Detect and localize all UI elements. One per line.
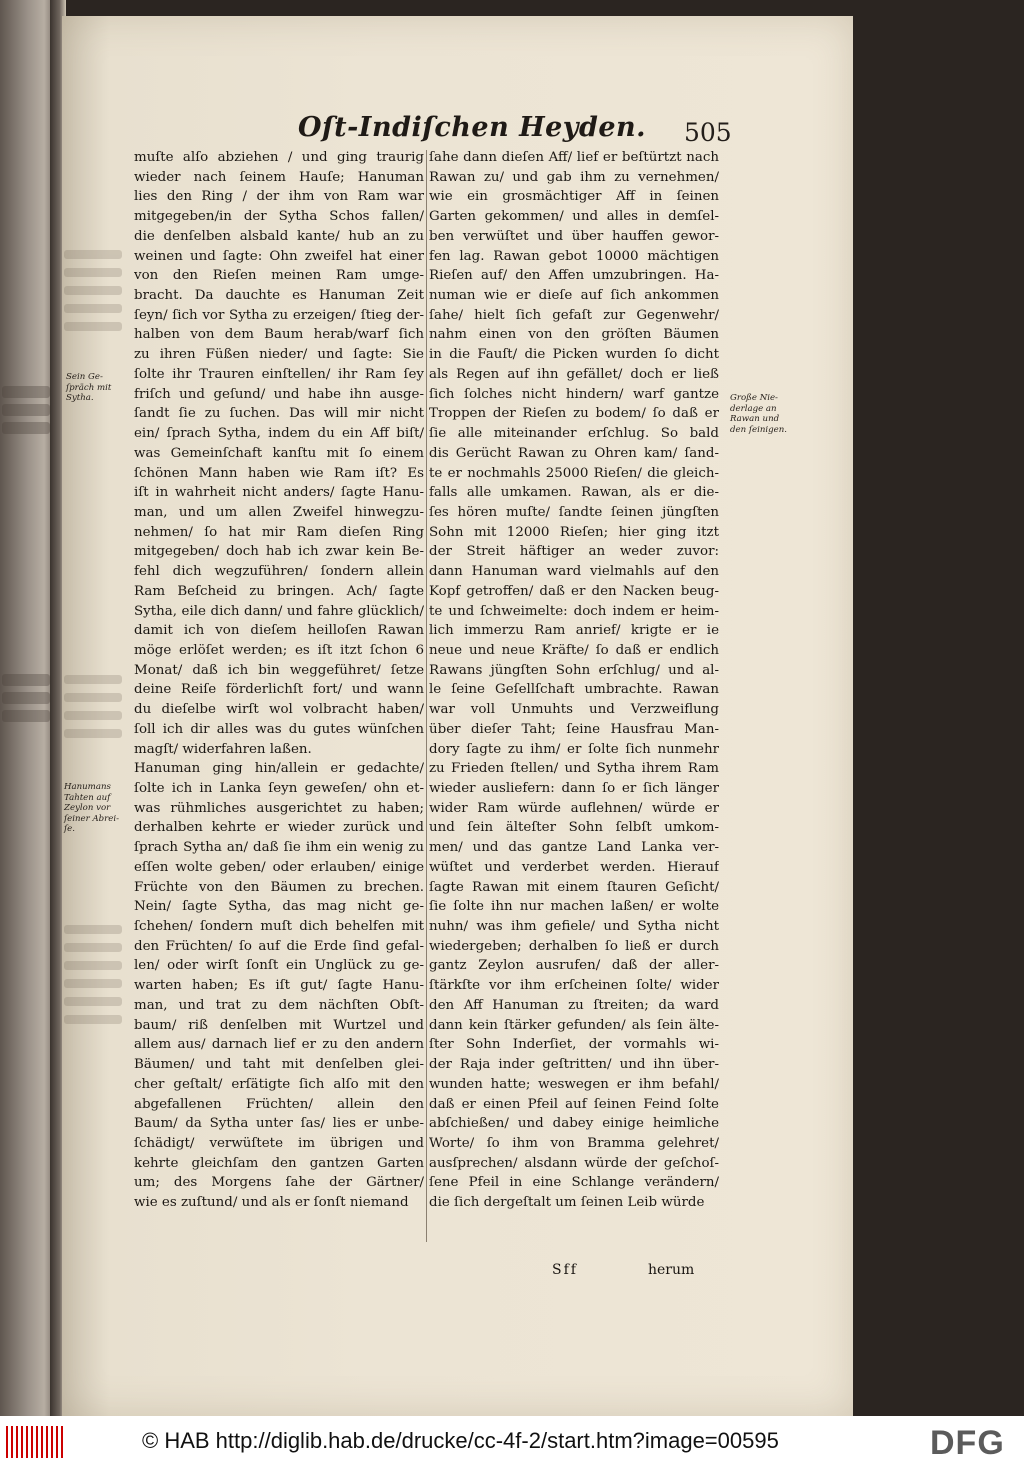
signature-mark: Sff [552, 1262, 578, 1278]
margin-note-line: ſeiner Abrei- [64, 813, 120, 824]
text-line: was rühmliches ausgerichtet zu haben; [134, 800, 424, 816]
text-line: Nein/ ſagte Sytha, das mag nicht ge- [134, 899, 424, 915]
text-line: abgefallenen Früchten/ allein den [134, 1096, 424, 1112]
text-line: ſie ſolte ihn nur machen laßen/ er wolte [429, 899, 719, 915]
column-divider [426, 150, 427, 1242]
text-line: wunden hatte; weswegen er ihm befahl/ [429, 1076, 719, 1092]
text-line: ein/ ſprach Sytha, indem du ein Aff biſt/ [134, 426, 424, 442]
text-line: Kopf getroffen/ daß er den Nacken beug- [429, 583, 719, 599]
text-line: numan wie er dieſe auf ſich ankommen [429, 288, 719, 304]
text-line: der Raja inder geſtritten/ und ihn über- [429, 1057, 719, 1073]
text-line: gantz Zeylon ausrufen/ daß der aller- [429, 958, 719, 974]
text-line: cher geſtalt/ erſätigte ſich alſo mit den [134, 1076, 424, 1092]
margin-note-line: Sein Ge- [66, 372, 103, 382]
text-line: Troppen der Rieſen zu bodem/ ſo daß er [429, 406, 719, 422]
text-line: damit ich von dieſem heilloſen Rawan [134, 623, 424, 639]
margin-note-line: ſpräch mit [66, 382, 112, 393]
text-line: abſchießen/ und dabey einige heimliche [429, 1116, 719, 1132]
show-through-text [64, 916, 122, 1033]
text-line: eſſen wolte geben/ oder erlauben/ einige [134, 859, 424, 875]
text-line: ſolte ihr Trauren einſtellen/ ihr Ram ſey [134, 366, 424, 382]
text-line: die denſelben alsbald kante/ hub an zu [134, 228, 424, 244]
copyright-link[interactable]: © HAB http://diglib.hab.de/drucke/cc-4f-2/start.htm?image=00595 [142, 1428, 779, 1453]
text-line: ſchehen/ ſondern muſt dich behelfen mit [134, 919, 424, 935]
text-line: möge erlöſet werden; es iſt itzt ſchon 6 [134, 642, 424, 658]
catchword: herum [648, 1262, 695, 1278]
text-line: Hanuman ging hin/allein er gedachte/ [134, 761, 424, 777]
text-line: Früchte von den Bäumen zu brechen. [134, 879, 424, 895]
text-line: wüſtet und verderbet werden. Hierauf [429, 859, 719, 875]
text-line: zu Frieden ſtellen/ und Sytha ihrem Ram [429, 761, 719, 777]
text-line: Rieſen auf/ den Affen umzubringen. Ha- [429, 268, 719, 284]
margin-note-line: Große Nie- [730, 393, 778, 403]
text-line: wieder nach ſeinem Hauſe; Hanuman [134, 169, 424, 185]
text-line: warten haben; Es iſt gut/ ſagte Hanu- [134, 978, 424, 994]
footer-bar [0, 1416, 1024, 1467]
page-number: 505 [684, 118, 732, 147]
text-line: falls alle umkamen. Rawan, als er die- [429, 485, 719, 501]
text-line: ben verwüſtet und über hauffen gewor- [429, 228, 719, 244]
text-line: nehmen/ ſo hat mir Ram dieſen Ring [134, 524, 424, 540]
text-line: deine Reiſe förderlichſt fort/ und wann [134, 682, 424, 698]
margin-note-deeds [64, 782, 119, 835]
text-line: te er nochmahls 25000 Rieſen/ die gleich- [429, 465, 719, 481]
show-through-text [64, 241, 122, 340]
text-line: dory ſagte zu ihm/ er ſolte ſich nunmehr [429, 741, 719, 757]
margin-note-line: Hanumans [64, 782, 111, 792]
margin-note-line: Sytha. [66, 393, 94, 403]
text-line: friſch und geſund/ und habe ihn ausge- [134, 386, 424, 402]
text-line: man, und um allen Zweifel hinwegzu- [134, 504, 424, 520]
margin-note-line: derlage an [730, 403, 777, 414]
text-line: men/ und das gantze Land Lanka ver- [429, 840, 719, 856]
text-line: lies den Ring / der ihm von Ram war [134, 189, 424, 205]
text-line: ſolte ich in Lanka ſeyn geweſen/ ohn et- [134, 781, 424, 796]
text-line: den Aff Hanuman zu ſtreiten; da ward [429, 997, 719, 1013]
text-line: magſt/ widerfahren laßen. [134, 741, 312, 757]
text-line: fen lag. Rawan gebot 10000 mächtigen [429, 248, 719, 264]
text-line: um; des Morgens ſahe der Gärtner/ [134, 1175, 424, 1191]
margin-note-line: Rawan und [730, 414, 780, 424]
text-line: wieder ausliefern: dann ſo er ſich länger [429, 781, 719, 796]
barcode-icon [6, 1426, 63, 1458]
text-line: ſoll ich dir alles was du gutes wünſchen [134, 721, 424, 737]
margin-note-line: Tahten auf [64, 792, 111, 803]
text-line: allem aus/ darnach lief er zu den andern [134, 1037, 424, 1053]
text-line: wie es zuſtund/ und als er ſonſt niemand [134, 1195, 409, 1211]
text-line: neue und neue Kräfte/ ſo daß er endlich [429, 642, 719, 658]
text-line: iſt in wahrheit nicht anders/ ſagte Hanu- [134, 485, 424, 501]
text-line: Rawans jüngſten Sohn erſchlug/ und al- [429, 662, 719, 678]
text-line: ſich ſolches nicht hindern/ warf gantze [429, 386, 719, 402]
text-line: der Streit häftiger an weder zuvor: [429, 544, 719, 560]
text-line: zu ihren Füßen nieder/ und ſagte: Sie [134, 347, 424, 363]
margin-note-conversation [66, 372, 111, 404]
text-line: dann Hanuman ward vielmahls auf den [429, 564, 719, 580]
previous-page-edge [0, 0, 52, 1416]
text-line: ſahe/ hielt ſich gefaſt zur Gegenwehr/ [429, 307, 719, 323]
text-line: in die Fauſt/ die Picken wurden ſo dicht [429, 347, 719, 363]
text-line: ſprach Sytha an/ daß ſie ihm ein wenig zu [134, 840, 424, 856]
text-line: wider Ram würde auflehnen/ würde er [429, 800, 719, 816]
dfg-logo: DFG [930, 1424, 1005, 1462]
text-line: die ſich dergeſtalt um ſeinen Leib würde [429, 1195, 705, 1211]
text-line: über dieſer Taht; ſeine Hausfrau Man- [429, 721, 719, 737]
text-line: war voll Unmuhts und Verzweiflung [429, 702, 719, 718]
text-line: was Gemeinſchaft kanſtu mit ſo einem [134, 445, 424, 461]
text-line: und ſein älteſter Sohn ſelbſt umkom- [429, 820, 719, 836]
text-line: le ſeine Geſellſchaft umbrachte. Rawan [429, 682, 719, 698]
text-line: ſene Pfeil in eine Schlange verändern/ [429, 1175, 719, 1191]
text-line: ſchädigt/ verwüſtete im übrigen und [134, 1135, 424, 1151]
text-line: wiedergeben; derhalben ſo ließ er durch [429, 938, 719, 954]
text-line: mitgegeben/in der Sytha Schos fallen/ [134, 209, 424, 225]
text-line: derhalben kehrte er wieder zurück und [134, 820, 424, 836]
text-line: Rawan zu/ und gab ihm zu vernehmen/ [429, 169, 719, 185]
text-line: du dieſelbe wirſt wol volbracht haben/ [134, 702, 424, 718]
text-line: man, und trat zu dem nächſten Obſt- [134, 997, 424, 1013]
text-line: fehl dich wegzuführen/ ſondern allein [134, 564, 424, 580]
text-line: dann kein ſtärker gefunden/ als ſein älte- [429, 1017, 719, 1033]
margin-note-line: Zeylon vor [64, 803, 111, 813]
text-line: ſter Sohn Inderſiet, der vormahls wi- [429, 1037, 719, 1053]
text-line: ſchönen Mann haben wie Ram iſt? Es [134, 465, 424, 481]
text-line: ſandt ſie zu ſuchen. Das will mir nicht [134, 406, 424, 422]
left-text-column [134, 148, 424, 1213]
text-line: te und ſchweimelte: doch indem er heim- [429, 603, 719, 619]
text-line: bracht. Da dauchte es Hanuman Zeit [134, 288, 424, 304]
text-line: von den Rieſen meinen Ram umge- [134, 268, 424, 284]
text-line: weinen und ſagte: Ohn zweifel hat einer [134, 248, 424, 264]
text-line: len/ oder wirſt ſonſt ein Unglück zu ge- [134, 958, 424, 974]
margin-note-line: den ſeinigen. [730, 424, 788, 435]
previous-page-bleed [2, 380, 50, 800]
show-through-text [64, 666, 122, 747]
text-line: nahm einen von den gröſten Bäumen [429, 327, 719, 343]
text-line: Sohn mit 12000 Rieſen; hier ging itzt [429, 524, 719, 540]
running-title: Oſt-Indiſchen Heyden. [298, 112, 647, 143]
text-line: ſagte Rawan mit einem ſtauren Geſicht/ [429, 879, 719, 895]
margin-note-line: ſe. [64, 824, 75, 834]
text-line: Ram Beſcheid zu bringen. Ach/ ſagte [134, 583, 424, 599]
text-line: Worte/ ſo ihm von Bramma gelehret/ [429, 1135, 719, 1151]
text-line: Baum/ da Sytha unter ſas/ lies er unbe- [134, 1116, 424, 1132]
text-line: baum/ riß denſelben mit Wurtzel und [134, 1017, 424, 1033]
margin-note-defeat [730, 393, 787, 435]
text-line: ſahe dann dieſen Aff/ lief er beſtürtzt nach [429, 150, 719, 165]
text-line: kehrte gleichſam den gantzen Garten [134, 1155, 424, 1171]
text-line: ausſprechen/ alsdann würde der geſchoſ- [429, 1155, 719, 1171]
text-line: Monat/ daß ich bin weggeführet/ ſetze [134, 662, 424, 678]
text-line: nuhn/ was ihm gefiele/ und Sytha nicht [429, 919, 719, 935]
text-line: ſtärkſte vor ihm erſcheinen ſolte/ wider [429, 978, 719, 994]
text-line: Garten gekommen/ und alles in demſel- [429, 209, 719, 225]
text-line: ſes hören muſte/ ſandte ſeinen jüngſten [429, 504, 719, 520]
text-line: den Früchten/ ſo auf die Erde ſind gefal- [134, 938, 424, 954]
text-line: Sytha, eile dich dann/ und fahre glücklich/ [134, 603, 424, 619]
text-line: mitgegeben/ doch hab ich zwar kein Be- [134, 544, 424, 560]
text-line: ſie alle miteinander erſchlug. So bald [429, 426, 719, 442]
text-line: lich immerzu Ram anrief/ krigte er ie [429, 623, 719, 639]
text-line: muſte alſo abziehen / und ging traurig [134, 150, 424, 165]
text-line: Bäumen/ und taht mit denſelben glei- [134, 1057, 424, 1073]
text-line: halben von dem Baum herab/warf ſich [134, 327, 424, 343]
text-line: ſeyn/ ſich vor Sytha zu erzeigen/ ſtieg der- [134, 307, 424, 323]
text-line: als Regen auf ihn gefället/ doch er ließ [429, 366, 719, 382]
text-line: dis Gerücht Rawan zu Ohren kam/ ſand- [429, 445, 719, 461]
right-text-column [429, 148, 719, 1213]
text-line: wie ein grosmächtiger Aff in ſeinen [429, 189, 719, 205]
text-line: daß er einen Pfeil auf ſeinen Feind ſolte [429, 1096, 719, 1112]
